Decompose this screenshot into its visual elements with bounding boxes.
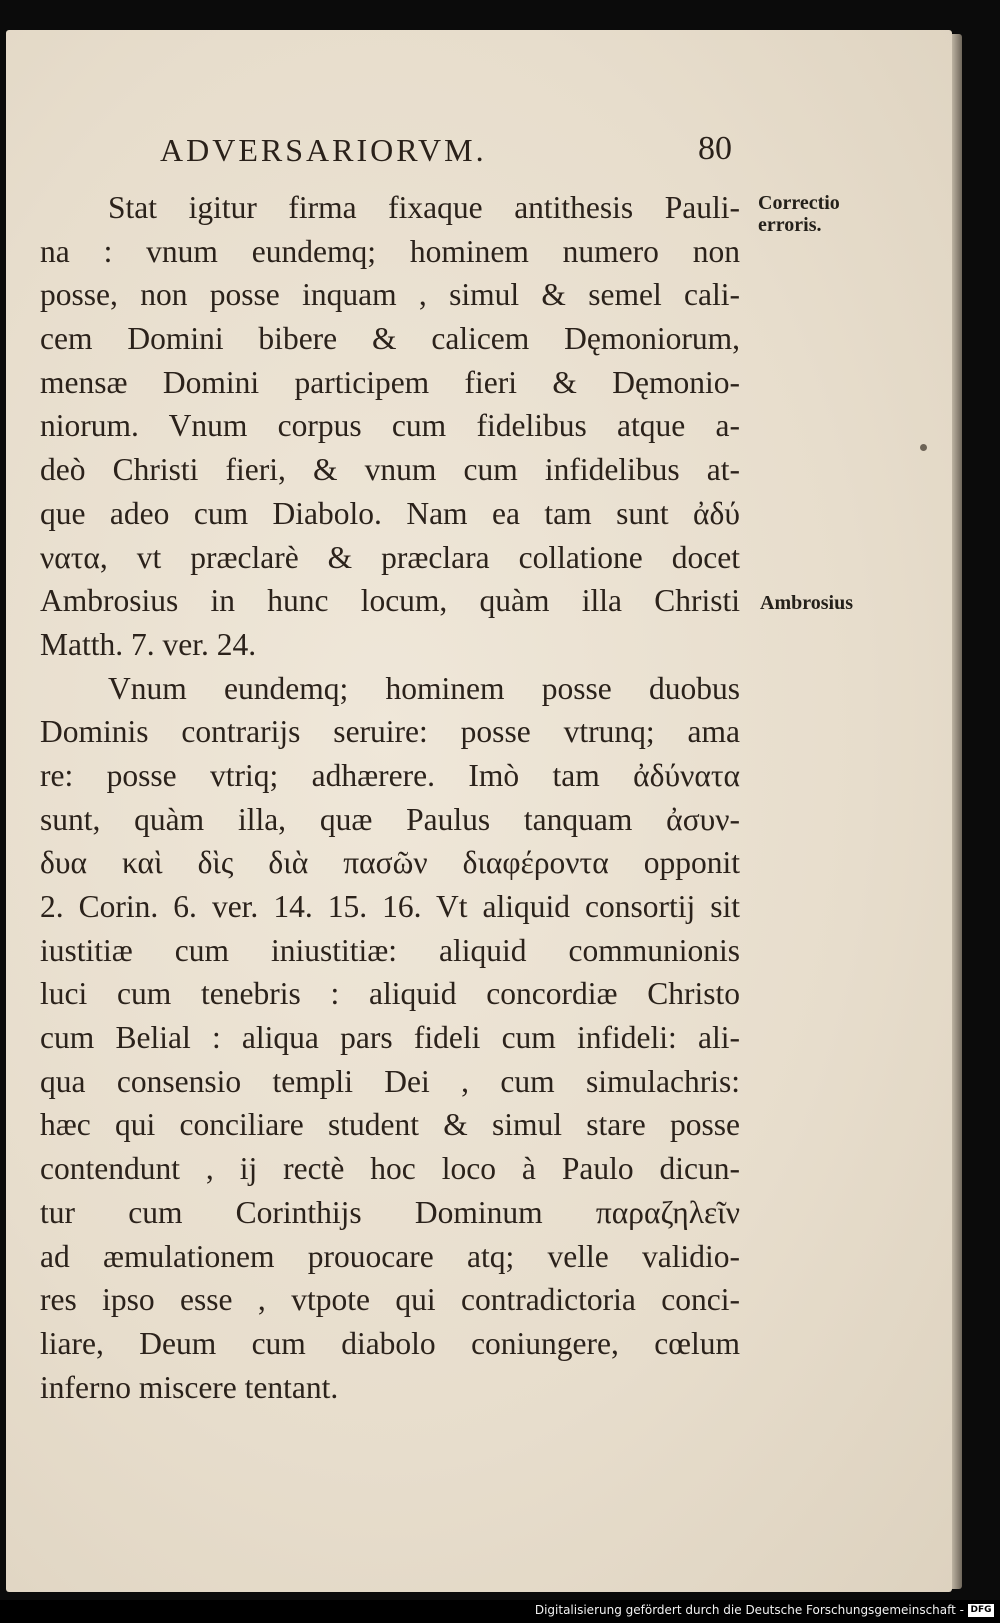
text-line: Dominis contrarijs seruire: posse vtrunq; ama xyxy=(40,714,740,750)
margin-note-ambrosius: Ambrosius xyxy=(760,592,853,614)
text-line: δυα καὶ δὶς διὰ πασῶν διαφέροντα opponit xyxy=(40,845,740,881)
text-line: Ambrosius in hunc locum, quàm illa Christi xyxy=(40,583,740,619)
text-line: re: posse vtriq; adhærere. Imò tam ἀδύνατα xyxy=(40,757,740,793)
text-line: tur cum Corinthijs Dominum παραζηλεῖν xyxy=(40,1194,740,1230)
ink-smudge xyxy=(920,444,927,451)
text-line: Vnum eundemq; hominem posse duobus xyxy=(108,670,740,706)
text-line: sunt, quàm illa, quæ Paulus tanquam ἀσυν- xyxy=(40,801,740,837)
text-line: posse, non posse inquam , simul & semel cali- xyxy=(40,277,740,313)
text-line: deò Christi fieri, & vnum cum infidelibus at- xyxy=(40,452,740,488)
text-line: luci cum tenebris : aliquid concordiæ Christo xyxy=(40,976,740,1012)
text-line: niorum. Vnum corpus cum fidelibus atque a- xyxy=(40,408,740,444)
text-line: contendunt , ij rectè hoc loco à Paulo dicun- xyxy=(40,1151,740,1187)
dfg-logo: DFG xyxy=(968,1604,994,1617)
page-edge xyxy=(952,34,962,1589)
text-line: mensæ Domini participem fieri & Dęmonio- xyxy=(40,364,740,400)
text-line: Stat igitur firma fixaque antithesis Pauli- xyxy=(108,190,740,225)
text-line: cum Belial : aliqua pars fideli cum infideli: ali- xyxy=(40,1020,740,1056)
text-line: 2. Corin. 6. ver. 14. 15. 16. Vt aliquid consortij sit xyxy=(40,889,740,924)
text-line: que adeo cum Diabolo. Nam ea tam sunt ἀδύ xyxy=(40,495,740,531)
body-text xyxy=(40,186,740,1409)
page-number: 80 xyxy=(698,130,732,167)
text-line: res ipso esse , vtpote qui contradictoria conci- xyxy=(40,1282,740,1318)
margin-note-correctio: Correctio erroris. xyxy=(758,192,840,236)
running-head: ADVERSARIORVM. xyxy=(160,132,487,168)
text-line: na : vnum eundemq; hominem numero non xyxy=(40,233,740,269)
text-line: ad æmulationem prouocare atq; velle validio- xyxy=(40,1238,740,1274)
text-line: qua consensio templi Dei , cum simulachris: xyxy=(40,1063,740,1099)
text-line: iustitiæ cum iniustitiæ: aliquid communionis xyxy=(40,932,740,968)
text-line: liare, Deum cum diabolo coniungere, cœlum xyxy=(40,1325,740,1361)
footer-credit: Digitalisierung gefördert durch die Deutsche Forschungsgemeinschaft - xyxy=(534,1603,964,1617)
text-line: Matth. 7. ver. 24. xyxy=(40,626,257,662)
text-line: cem Domini bibere & calicem Dęmoniorum, xyxy=(40,321,740,357)
text-line: inferno miscere tentant. xyxy=(40,1369,339,1405)
text-line: νατα, vt præclarè & præclara collatione docet xyxy=(40,539,740,575)
text-line: hæc qui conciliare student & simul stare posse xyxy=(40,1107,740,1143)
